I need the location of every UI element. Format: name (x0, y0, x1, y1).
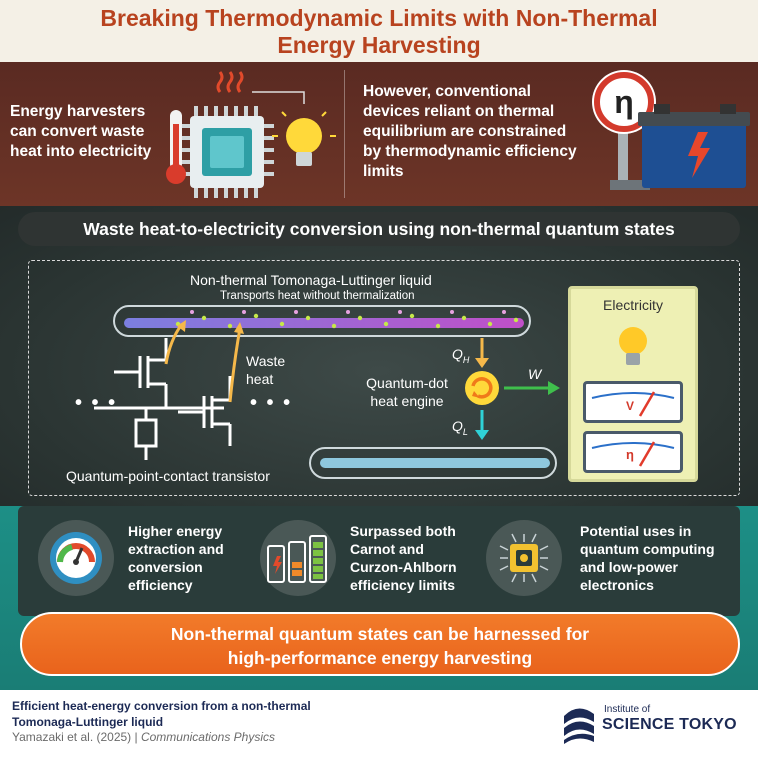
voltage-meter (583, 381, 683, 423)
citation (12, 730, 275, 744)
gauge-icon (46, 528, 106, 588)
paper-title-line-2: Tomonaga-Luttinger liquid (12, 715, 164, 729)
title-line-2: Energy Harvesting (277, 32, 481, 58)
citation-authors: Yamazaki et al. (2025) | (12, 730, 141, 744)
electricity-label: Electricity (603, 297, 663, 313)
footer (0, 690, 758, 758)
electricity-panel (568, 286, 698, 482)
ql-subscript: L (462, 426, 468, 437)
liquid-sublabel: Transports heat without thermalization (220, 290, 415, 302)
intro-divider (344, 70, 345, 198)
conclusion-line-2: high-performance energy harvesting (227, 648, 533, 668)
waste-heat-label: Waste heat (246, 353, 286, 387)
ellipsis-right: • • • (250, 392, 293, 414)
science-tokyo-logo-icon (562, 706, 596, 746)
conclusion-line-1: Non-thermal quantum states can be harnessed for (170, 624, 590, 644)
meter-eta-label: η (626, 447, 634, 462)
paper-title-line-1: Efficient heat-energy conversion from a non-thermal (12, 699, 311, 713)
feature-1-text: Higher energy extraction and conversion efficiency (128, 523, 224, 593)
section-title: Waste heat-to-electricity conversion using non-thermal quantum states (18, 212, 740, 246)
qh-label: $Q_H$ (452, 346, 470, 365)
battery-eta-sign-icon (588, 66, 754, 202)
intro-left-text: Energy harvesters can convert waste heat into electricity (10, 103, 152, 160)
paper-title (12, 698, 311, 730)
citation-journal: Communications Physics (140, 730, 275, 744)
lightbulb-icon (613, 323, 653, 369)
qh-subscript: H (462, 354, 470, 365)
title-line-1: Breaking Thermodynamic Limits with Non-Thermal (100, 5, 658, 31)
ellipsis-left: • • • (75, 392, 118, 414)
logo-institute-text: Institute of (604, 704, 651, 715)
intro-right-text: However, conventional devices reliant on thermal equilibrium are constrained by thermodynamic efficiency limits (363, 83, 577, 180)
eta-sign-text: η (614, 84, 634, 120)
ql-label: $Q_L$ (452, 418, 468, 437)
liquid-label: Non-thermal Tomonaga-Luttinger liquid (190, 272, 432, 288)
intro-band (0, 62, 758, 206)
efficiency-meter (583, 431, 683, 473)
chip-thermometer-bulb-icon (162, 64, 342, 204)
batteries-icon (266, 532, 330, 584)
feature-3-text: Potential uses in quantum computing and low-power electronics (580, 523, 715, 593)
page-title (0, 0, 758, 62)
engine-label: Quantum-dot heat engine (366, 375, 448, 409)
meter-v-label: V (626, 399, 635, 413)
quantum-chip-icon (498, 532, 550, 584)
logo-main-text: SCIENCE TOKYO (602, 716, 737, 733)
conclusion-banner (20, 612, 740, 676)
transistor-label: Quantum-point-contact transistor (66, 468, 270, 484)
feature-2-text: Surpassed both Carnot and Curzon-Ahlborn efficiency limits (350, 523, 457, 593)
work-label: W (528, 366, 542, 382)
